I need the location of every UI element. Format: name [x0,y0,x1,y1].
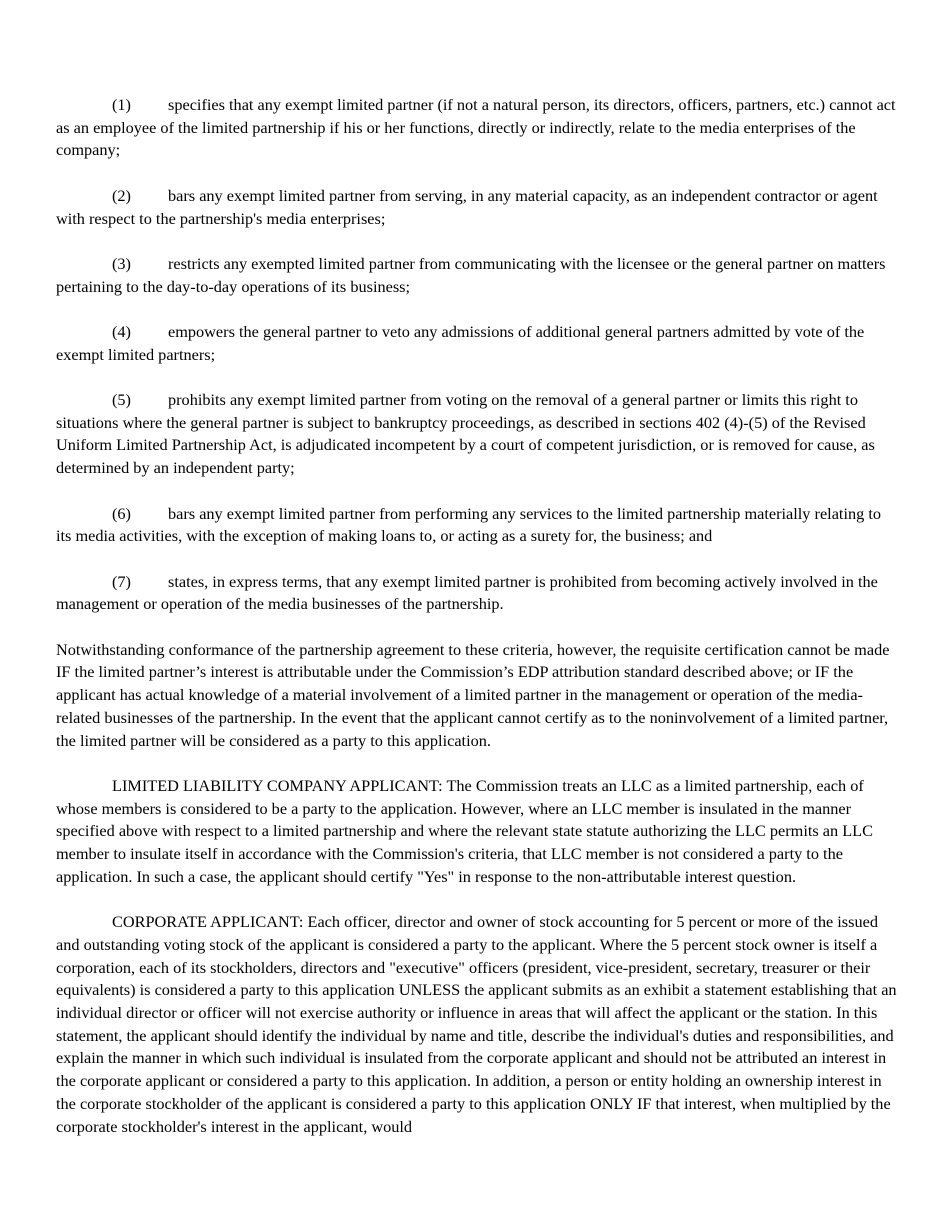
criteria-item-2 [56,185,898,230]
item-text: bars any exempt limited partner from serving, in any material capacity, as an independent contractor or agent with respect to the partnership's media enterprises; [56,185,878,228]
document-body [56,94,898,1161]
criteria-item-1 [56,94,898,162]
item-text: restricts any exempted limited partner from communicating with the licensee or the general partner on matters pertaining to the day-to-day operations of its business; [56,253,886,296]
criteria-item-3 [56,253,898,298]
item-number: (3) [112,253,131,273]
item-text: prohibits any exempt limited partner from voting on the removal of a general partner or limits this right to situations where the general partner is subject to bankruptcy proceedings, as described in sections 402 (4)-(5) of the Revised Uniform Limited Partnership Act, is adjudicated incompetent by a court of competent jurisdiction, or is removed for cause, as determined by an independent party; [56,390,875,478]
criteria-item-7 [56,571,898,616]
criteria-item-6 [56,503,898,548]
item-number: (7) [112,571,131,591]
item-number: (1) [112,95,131,114]
llc-applicant-paragraph: LIMITED LIABILITY COMPANY APPLICANT: The Commission treats an LLC as a limited partnership, each of whose members is considered to be a party to the application. However, where an LLC member is insulated in the manner specified above with respect to a limited partnership and where the relevant state statute authorizing the LLC permits an LLC member to insulate itself in accordance with the Commission's criteria, that LLC member is not considered a party to the application. In such a case, the applicant should certify "Yes" in response to the non-attributable interest question. [56,775,873,886]
corporate-applicant-paragraph: CORPORATE APPLICANT: Each officer, director and owner of stock accounting for 5 percent or more of the issued and outstanding voting stock of the applicant is considered a party to the applicant. Where the 5 percent stock owner is itself a corporation, each of its stockholders, directors and "executive" officers (president, vice-president, secretary, treasurer or their equivalents) is considered a party to this application UNLESS the applicant submits as an exhibit a statement establishing that an individual director or officer will not exercise authority or influence in areas that will affect the applicant or the station. In this statement, the applicant should identify the individual by name and title, describe the individual's duties and responsibilities, and explain the manner in which such individual is insulated from the corporate applicant and should not be attributed an interest in the corporate applicant or considered a party to this application. In addition, a person or entity holding an ownership interest in the corporate stockholder of the applicant is considered a party to this application ONLY IF that interest, when multiplied by the corporate stockholder's interest in the applicant, would [56,912,897,1136]
criteria-item-4 [56,321,898,366]
item-number: (4) [112,321,131,341]
notwithstanding-paragraph: Notwithstanding conformance of the partnership agreement to these criteria, however, the requisite certification cannot be made IF the limited partner’s interest is attributable under the Commission’s EDP attribution standard described above; or IF the applicant has actual knowledge of a material involvement of a limited partner in the management or operation of the media-related businesses of the partnership. In the event that the applicant cannot certify as to the noninvolvement of a limited partner, the limited partner will be considered as a party to this application. [56,639,890,750]
item-text: specifies that any exempt limited partner (if not a natural person, its directors, officers, partners, etc.) cannot act as an employee of the limited partnership if his or her functions, directly or indirectly, relate to the media enterprises of the company; [56,95,896,160]
item-number: (2) [112,185,131,205]
criteria-item-5 [56,389,898,480]
item-number: (5) [112,390,131,410]
item-number: (6) [112,503,131,523]
item-text: bars any exempt limited partner from performing any services to the limited partnership materially relating to its media activities, with the exception of making loans to, or acting as a surety for, the business; and [56,503,881,546]
item-text: states, in express terms, that any exempt limited partner is prohibited from becoming actively involved in the management or operation of the media businesses of the partnership. [56,571,878,614]
item-text: empowers the general partner to veto any admissions of additional general partners admitted by vote of the exempt limited partners; [56,321,865,364]
